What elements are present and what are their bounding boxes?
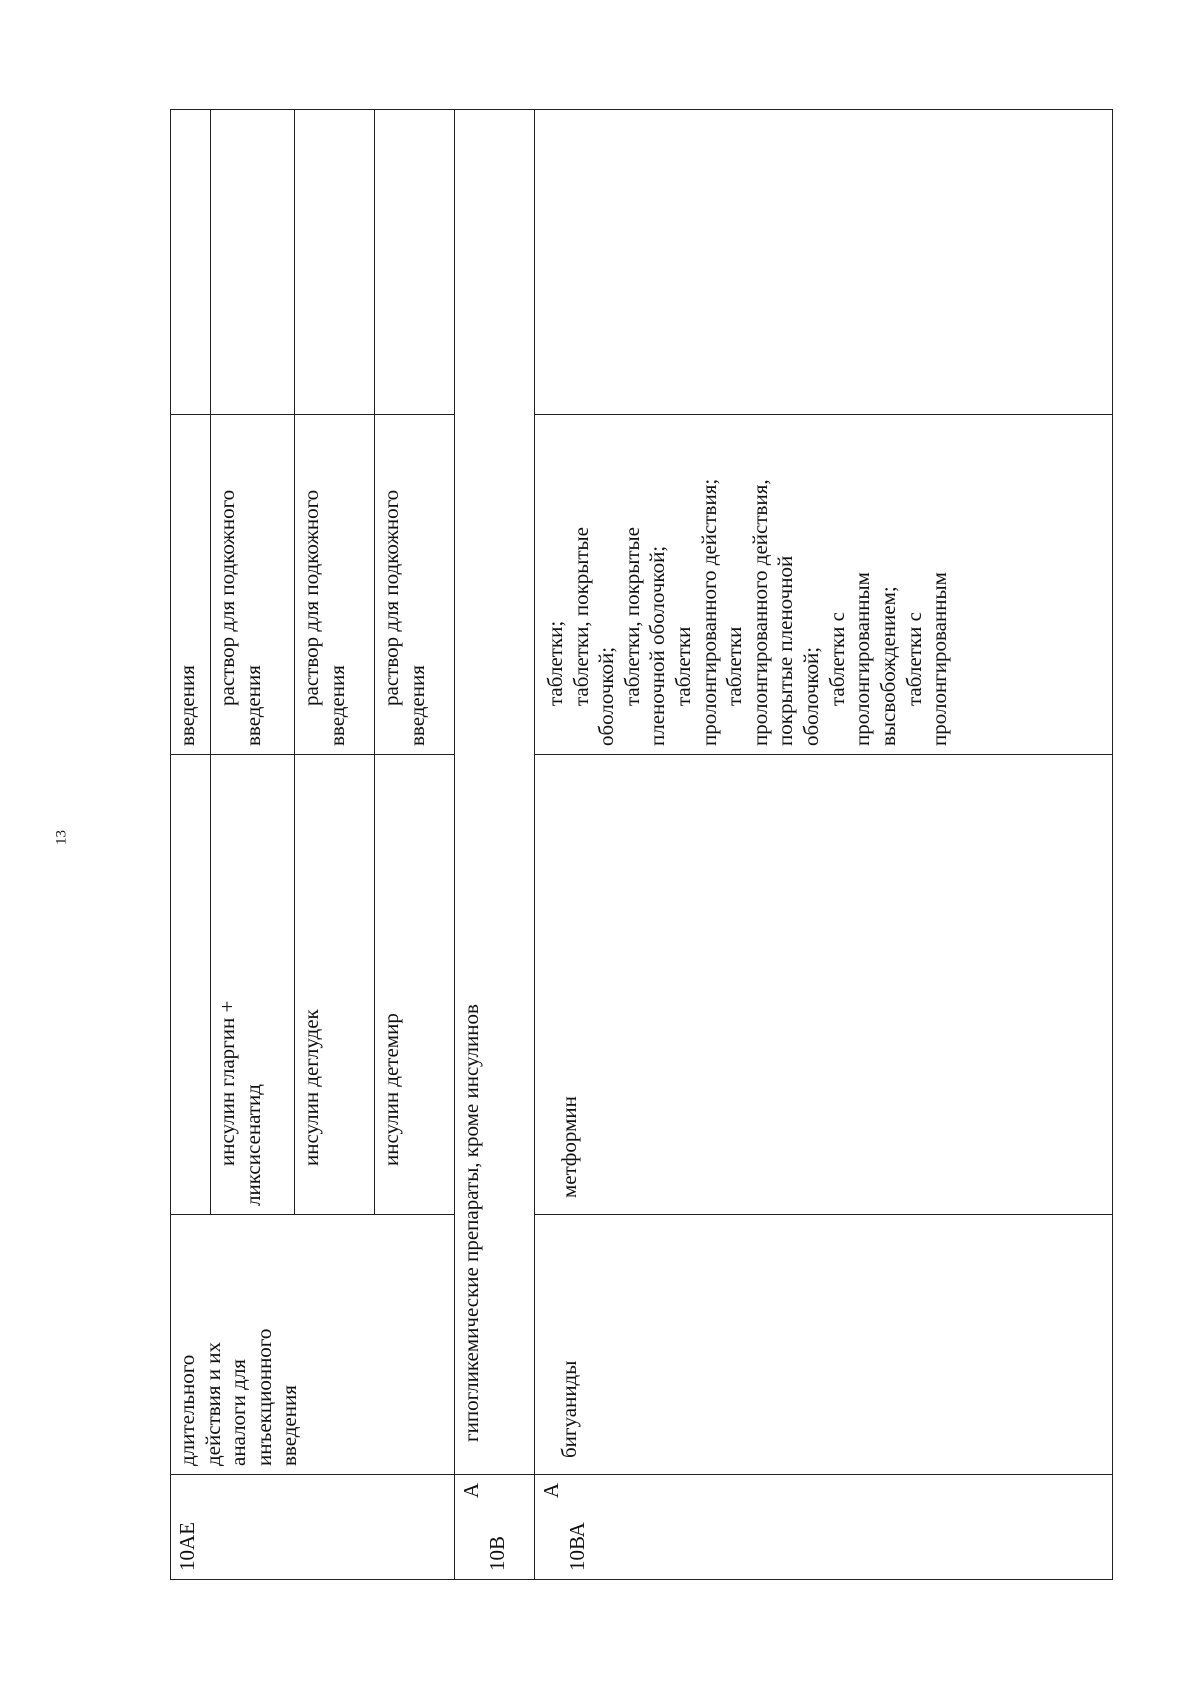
form-text: пролонгированным — [927, 572, 952, 746]
note-cell — [211, 110, 295, 415]
form-cell — [211, 415, 295, 755]
form-text: таблетки — [722, 626, 747, 706]
form-text: оболочкой; — [594, 646, 619, 746]
form-text: введения — [404, 665, 429, 746]
name-cell — [211, 755, 295, 1215]
form-cell — [295, 415, 375, 755]
rotated-table-container — [170, 110, 1113, 1580]
form-text: пролонгированного действия; — [696, 478, 721, 746]
form-text: раствор для подкожного — [299, 489, 323, 706]
form-text: введения — [240, 665, 265, 746]
drug-name: метформин — [557, 1096, 581, 1198]
note-cell — [375, 110, 455, 415]
form-text: введения — [324, 665, 349, 746]
atc-code: А — [459, 1483, 483, 1499]
atc-code: 10ВА — [564, 1522, 589, 1571]
group-line: инъекционного — [251, 1328, 276, 1466]
group-name: бигуаниды — [557, 1360, 581, 1458]
code-cell — [455, 1475, 535, 1580]
drug-name: инсулин деглудек — [299, 1009, 323, 1166]
form-text: таблетки с — [824, 612, 849, 706]
name-cell — [171, 755, 211, 1215]
name-cell — [535, 755, 1113, 1215]
atc-code: 10В — [484, 1535, 509, 1571]
form-text: таблетки, покрытые — [619, 527, 644, 706]
note-cell — [295, 110, 375, 415]
form-cell — [171, 415, 211, 755]
code-cell — [535, 1475, 1113, 1580]
form-text: пролонгированного действия, — [747, 479, 772, 746]
form-text: пленочной оболочкой; — [645, 545, 670, 746]
form-text: высвобождением; — [875, 586, 900, 746]
name-cell — [295, 755, 375, 1215]
group-cell — [535, 1215, 1113, 1475]
atc-code: А — [539, 1483, 563, 1499]
note-cell — [535, 110, 1113, 415]
table-row-10ba — [535, 110, 1113, 1580]
drug-name: инсулин гларгин + — [215, 1000, 239, 1166]
drug-table — [170, 109, 1113, 1580]
form-cell — [375, 415, 455, 755]
drug-name: инсулин детемир — [379, 1013, 403, 1166]
group-line: введения — [277, 1385, 302, 1466]
drug-name: ликсисенатид — [240, 1084, 265, 1206]
form-text: таблетки; — [543, 620, 567, 706]
form-text: раствор для подкожного — [215, 489, 239, 706]
form-text: таблетки, покрытые — [568, 527, 593, 706]
group-title-cell — [455, 110, 535, 1475]
note-cell — [171, 110, 211, 415]
group-line: действия и их — [200, 1341, 225, 1466]
form-text: покрытые пленочной — [773, 555, 798, 746]
group-cell — [171, 1215, 455, 1475]
form-text: оболочкой; — [799, 646, 824, 746]
form-cell — [535, 415, 1113, 755]
form-text: пролонгированным — [850, 572, 875, 746]
code-cell — [171, 1475, 455, 1580]
table-row-10b — [455, 110, 535, 1580]
form-text: таблетки — [671, 626, 696, 706]
form-text: таблетки с — [901, 612, 926, 706]
table-row-10ae-top — [171, 110, 211, 1580]
atc-code: 10AE — [175, 1522, 199, 1571]
form-text: введения — [175, 665, 199, 746]
group-title: гипогликемические препараты, кроме инсулинов — [459, 1004, 483, 1442]
name-cell — [375, 755, 455, 1215]
group-line: аналоги для — [226, 1359, 251, 1466]
group-line: длительного — [175, 1354, 199, 1466]
page-number: 13 — [53, 830, 70, 845]
form-text: раствор для подкожного — [379, 489, 403, 706]
